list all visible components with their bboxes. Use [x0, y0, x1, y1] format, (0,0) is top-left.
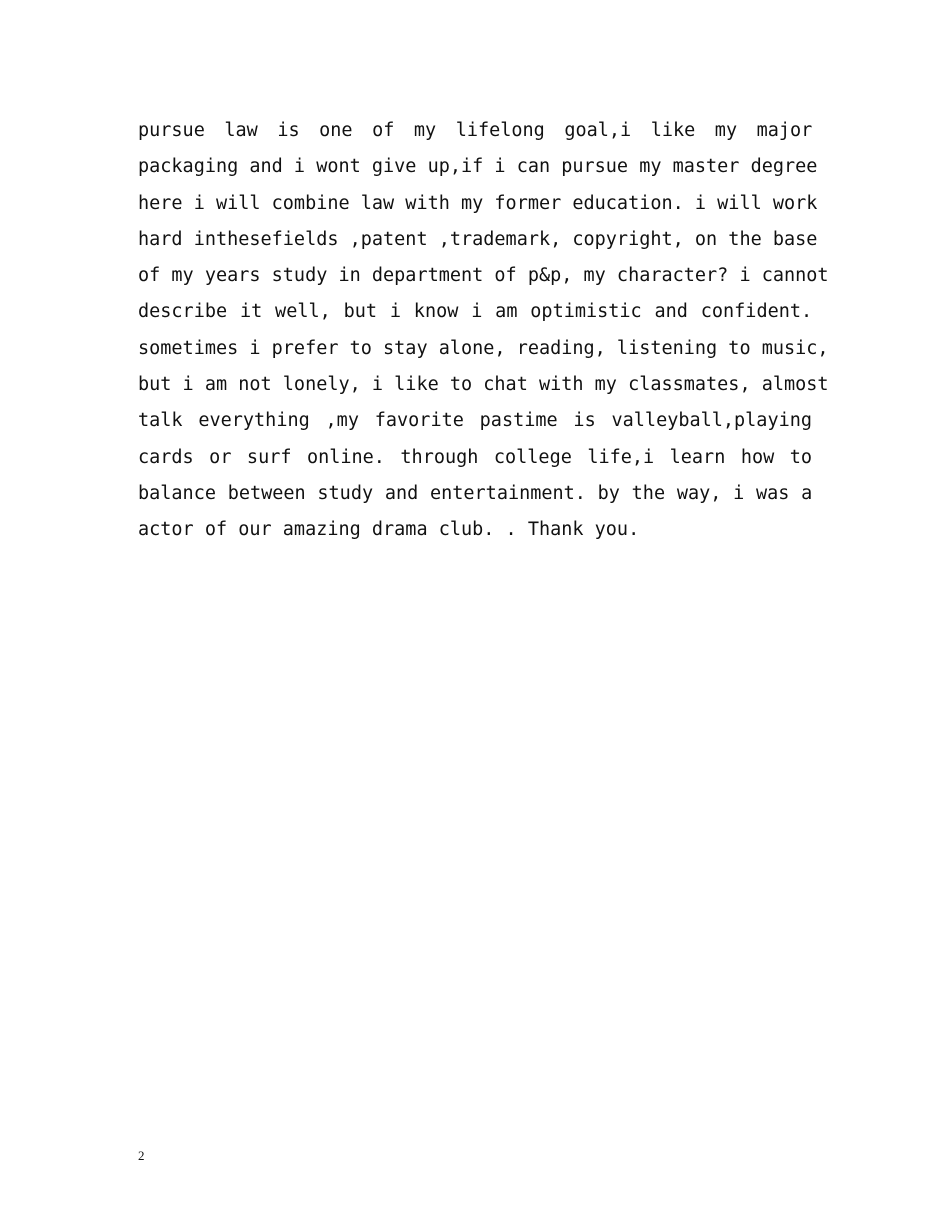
text-line: pursue law is one of my lifelong goal,i like my major	[138, 120, 813, 141]
text-line: but i am not lonely, i like to chat with my classmates, almost	[138, 374, 829, 396]
text-line: hard inthesefields ,patent ,trademark, copyright, on the base	[138, 228, 818, 250]
text-line: balance between study and entertainment. by the way, i was a	[138, 482, 813, 504]
page-number: 2	[138, 1148, 145, 1163]
text-line: describe it well, but i know i am optimistic and confident.	[138, 301, 813, 323]
text-line: here i will combine law with my former education. i will work	[138, 192, 818, 214]
body-paragraph	[138, 113, 829, 549]
text-line: cards or surf online. through college life,i learn how to	[138, 446, 812, 468]
text-line: of my years study in department of p&p, my character? i cannot	[138, 265, 829, 287]
text-line: talk everything ,my favorite pastime is valleyball,playing	[138, 410, 813, 432]
text-line: packaging and i wont give up,if i can pursue my master degree	[138, 156, 818, 178]
text-line: actor of our amazing drama club. . Thank you.	[138, 519, 640, 541]
text-line: sometimes i prefer to stay alone, reading, listening to music,	[138, 337, 829, 359]
